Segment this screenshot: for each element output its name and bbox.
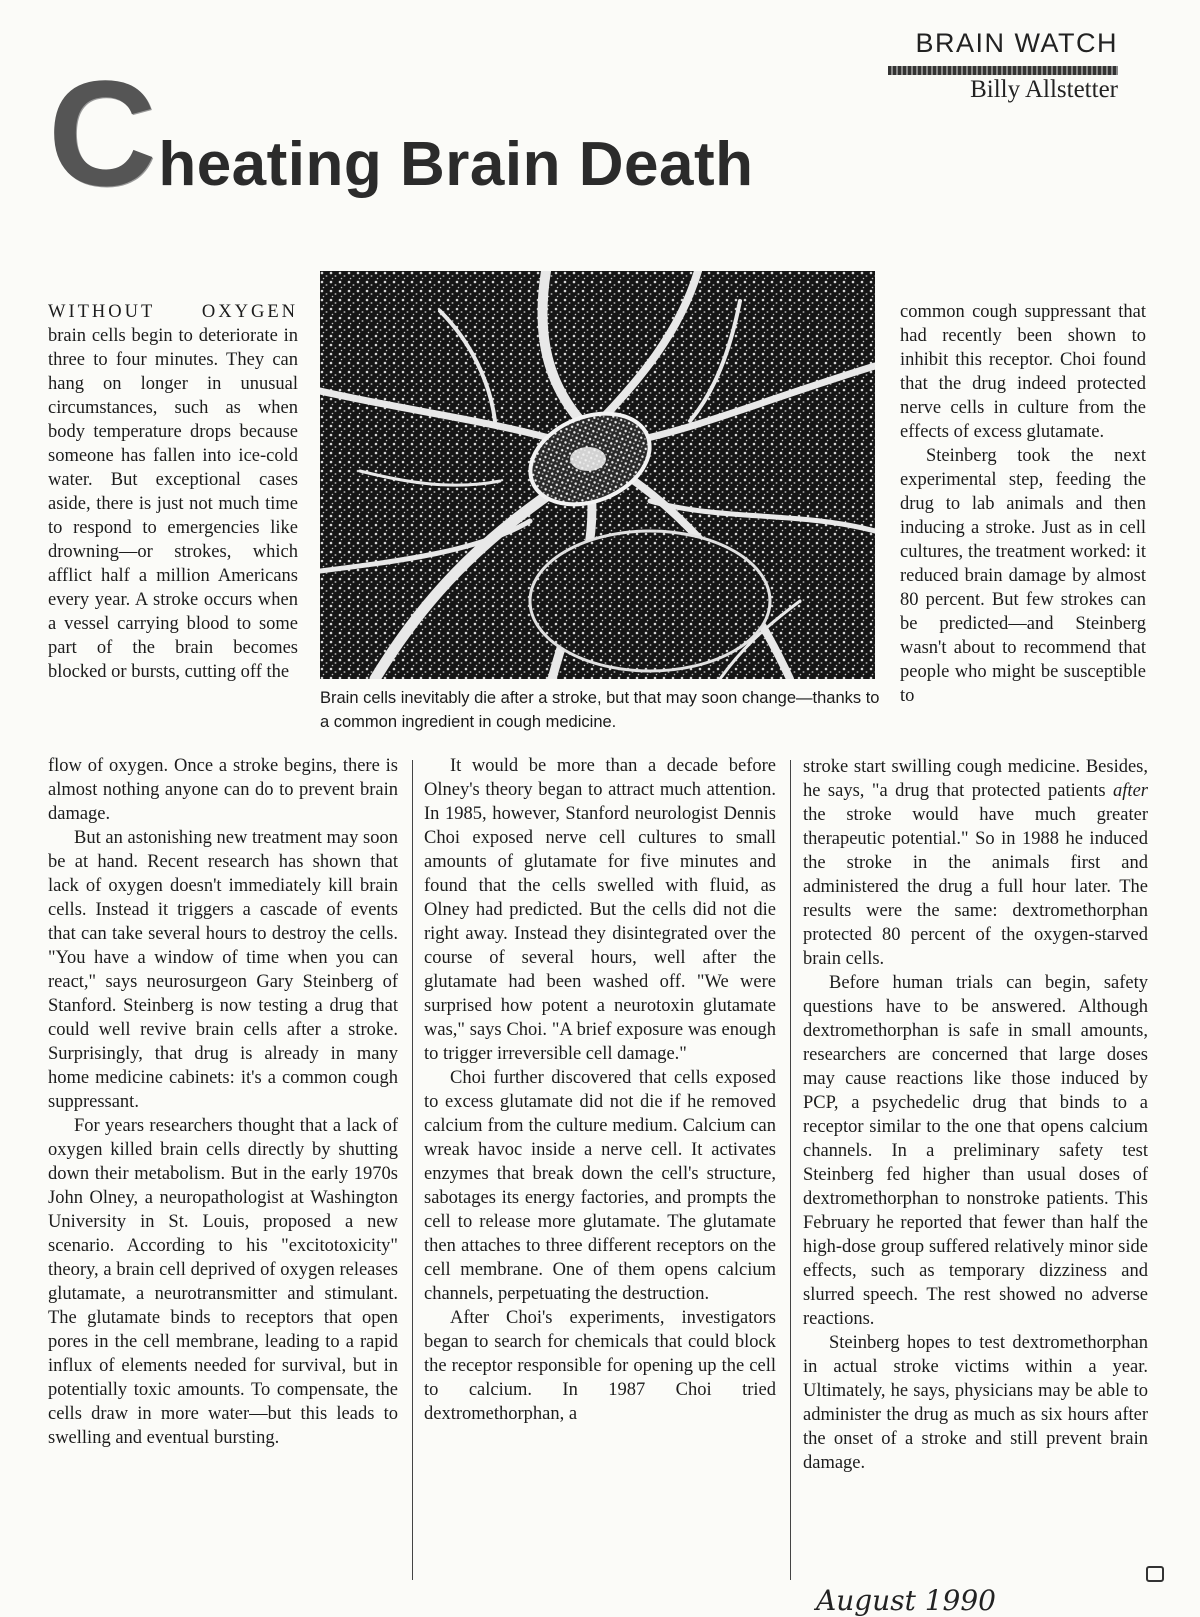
column-divider	[790, 760, 791, 1580]
column-3-top	[900, 300, 1146, 708]
paragraph: Steinberg took the next experimental step, feeding the drug to lab animals and then inducing a stroke. Just as in cell cultures, the treatment worked: it reduced brain damage by almost 80 percent. But few strokes can be predicted—and Steinberg wasn't about to recommend that people who might be susceptible to	[900, 446, 1146, 706]
paragraph: For years researchers thought that a lack of oxygen killed brain cells directly by shutting down their metabolism. But in the early 1970s John Olney, a neuropathologist at Washington University in St. Louis, proposed a new scenario. According to his "excitotoxicity" theory, a brain cell deprived of oxygen releases glutamate, a neurotransmitter and stimulant. The glutamate binds to receptors that open pores in the cell membrane, leading to a rapid influx of elements needed for survival, but in potentially toxic amounts. To compensate, the cells draw in more water—but this leads to swelling and eventual bursting.	[48, 1116, 398, 1448]
headline-text: heating Brain Death	[158, 130, 754, 199]
paragraph: Steinberg hopes to test dextromethorphan in actual stroke victims within a year. Ultimately, he says, physicians may be able to administer the drug as much as six hours after the onset of a stroke and still prevent brain damage.	[803, 1333, 1148, 1473]
lead-caps: WITHOUT OXYGEN	[48, 302, 298, 322]
paragraph: Before human trials can begin, safety questions have to be answered. Although dextromethorphan is safe in small amounts, researchers are concerned that large doses may cause reactions like those induced by PCP, a psychedelic drug that binds to a receptor similar to the one that opens calcium channels. In a preliminary safety test Steinberg fed higher than usual doses of dextromethorphan to nonstroke patients. This February he reported that fewer than half the high-dose group suffered relatively minor side effects, such as temporary dizziness and slurred speech. The rest showed no adverse reactions.	[803, 973, 1148, 1329]
lead-text: brain cells begin to deteriorate in three to four minutes. They can hang on longer in unusual circumstances, such as when body temperature drops because someone has fallen into ice-cold water. But exceptional cases aside, there is just not much time to respond to emergencies like drowning—or strokes, which afflict half a million Americans every year. A stroke occurs when a vessel carrying blood to some part of the brain becomes blocked or bursts, cutting off the	[48, 326, 298, 682]
column-2	[424, 754, 776, 1426]
section-rule	[888, 66, 1118, 75]
paragraph: common cough suppressant that had recently been shown to inhibit this receptor. Choi found that the drug indeed protected nerve cells in culture from the effects of excess glutamate.	[900, 302, 1146, 442]
brain-cells-photo	[320, 271, 875, 679]
column-1-bottom	[48, 754, 398, 1450]
end-mark-icon	[1146, 1566, 1164, 1582]
paragraph: After Choi's experiments, investigators began to search for chemicals that could block the receptor responsible for opening up the cell to calcium. In 1987 Choi tried dextromethorphan, a	[424, 1308, 776, 1424]
author-byline: Billy Allstetter	[970, 76, 1118, 103]
neuron-illustration	[320, 271, 875, 679]
emphasis: after	[1113, 781, 1148, 801]
handwritten-date: August 1990	[816, 1584, 996, 1617]
photo-caption: Brain cells inevitably die after a stroke, but that may soon change—thanks to a common ingredient in cough medicine.	[320, 689, 880, 731]
headline	[48, 49, 754, 217]
paragraph: It would be more than a decade before Olney's theory began to attract much attention. In 1985, however, Stanford neurologist Dennis Choi exposed nerve cell cultures to small amounts of glutamate for five minutes and found that the cells swelled with fluid, as Olney had predicted. But the cells did not die right away. Instead they disintegrated over the course of several hours, well after the glutamate had been washed off. "We were surprised how potent a neurotoxin glutamate was," says Choi. "A brief exposure was enough to trigger irreversible cell damage."	[424, 756, 776, 1064]
section-title: BRAIN WATCH	[915, 28, 1118, 58]
column-1-top	[48, 300, 298, 684]
paragraph: Choi further discovered that cells exposed to excess glutamate did not die if he removed calcium from the culture medium. Calcium can wreak havoc inside a nerve cell. It activates enzymes that break down the cell's structure, sabotages its energy factories, and prompts the cell to release more glutamate. The glutamate then attaches to three different receptors on the cell membrane. One of them opens calcium channels, perpetuating the destruction.	[424, 1068, 776, 1304]
headline-drop-initial: C	[48, 49, 157, 217]
column-divider	[412, 760, 413, 1580]
column-3-bottom	[803, 755, 1148, 1475]
paragraph	[803, 755, 1148, 971]
paragraph: But an astonishing new treatment may soon be at hand. Recent research has shown that lack of oxygen doesn't immediately kill brain cells. Instead it triggers a cascade of events that can take several hours to destroy the cells. "You have a window of time when you can react," says neurosurgeon Gary Steinberg of Stanford. Steinberg is now testing a drug that could well revive brain cells after a stroke. Surprisingly, that drug is already in many home medicine cabinets: it's a common cough suppressant.	[48, 828, 398, 1112]
paragraph-text: the stroke would have much greater therapeutic potential." So in 1988 he induced the stroke in the animals first and administered the drug a full hour later. The results were the same: dextromethorphan protected 80 percent of the oxygen-starved brain cells.	[803, 805, 1148, 969]
lead-paragraph	[48, 300, 298, 684]
paragraph-text: stroke start swilling cough medicine. Besides, he says, "a drug that protected patients	[803, 757, 1148, 801]
paragraph: flow of oxygen. Once a stroke begins, there is almost nothing anyone can do to prevent brain damage.	[48, 756, 398, 824]
